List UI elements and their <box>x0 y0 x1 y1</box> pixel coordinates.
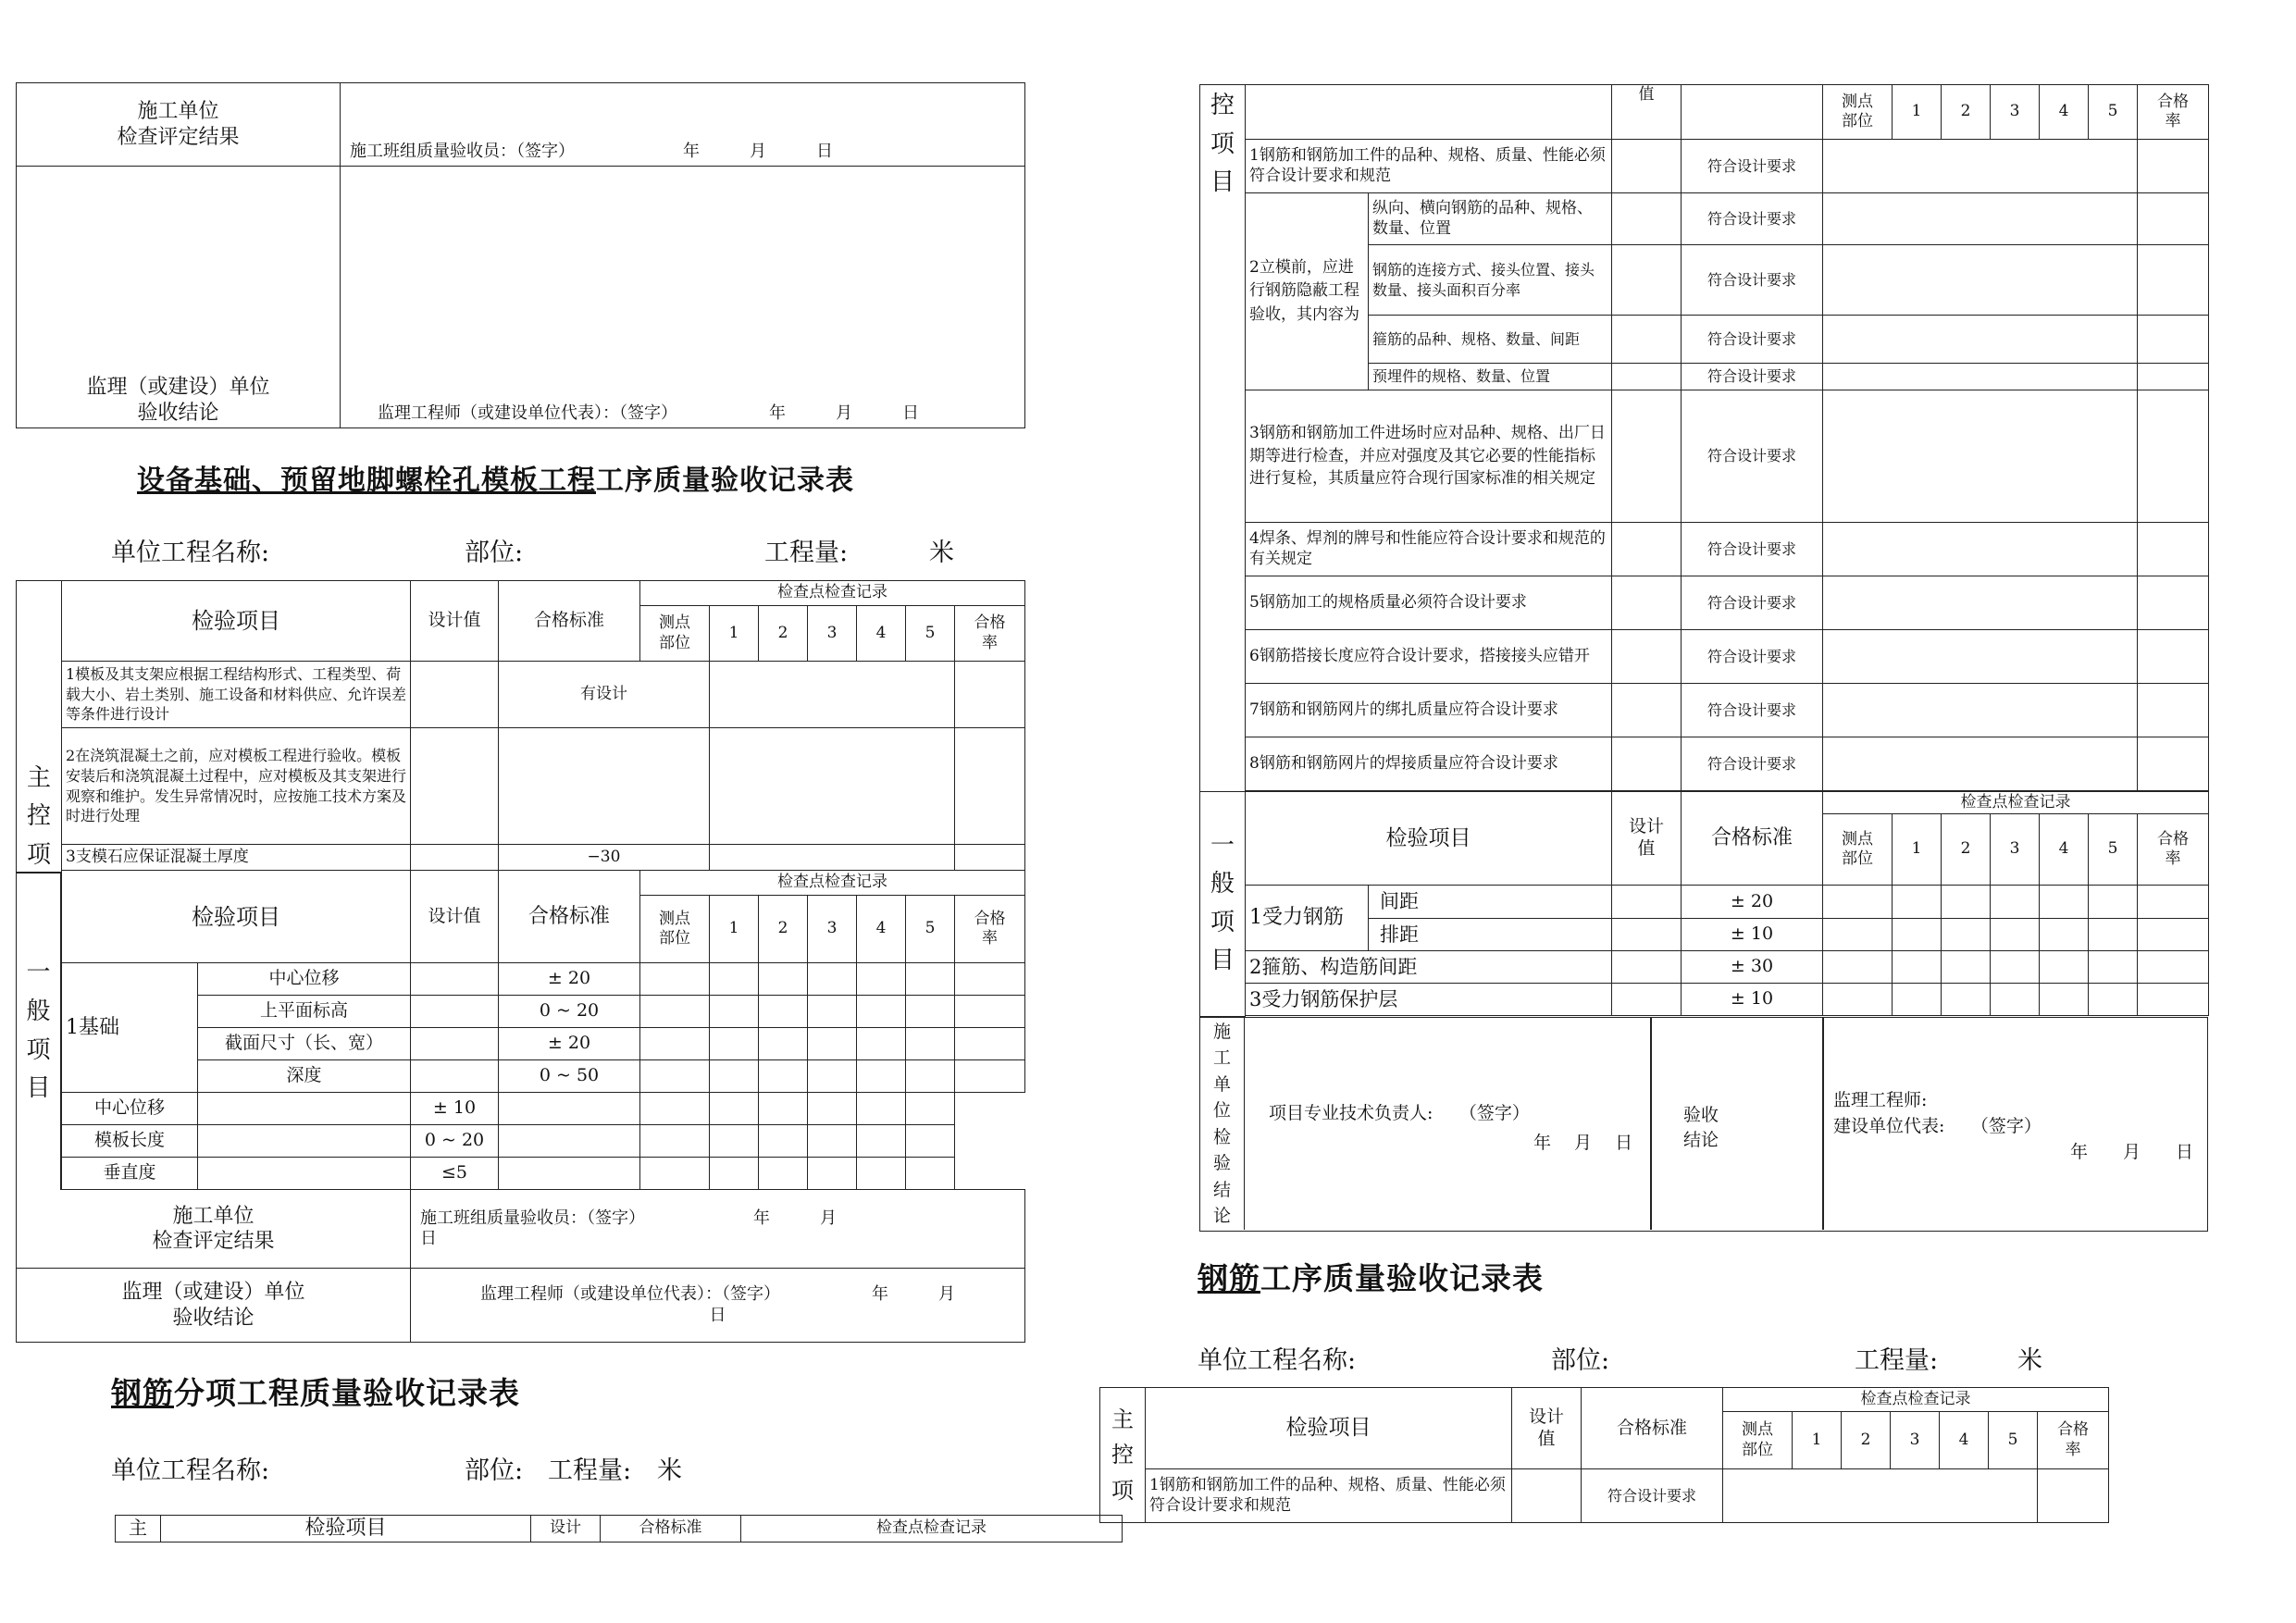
form1-bolt-std-3: ≤5 <box>411 1158 499 1190</box>
form1-foundation-std-3: ± 20 <box>499 1028 640 1060</box>
right-item-2-sub-2: 钢筋的连接方式、接头位置、接头数量、接头面积百分率 <box>1369 245 1612 316</box>
right-g1-sub-1: 间距 <box>1369 886 1612 919</box>
right-item-1: 1钢筋和钢筋加工件的品种、规格、质量、性能必须符合设计要求和规范 <box>1246 140 1612 193</box>
form1-main-item-3-std: −30 <box>499 845 710 871</box>
form2-title-underlined: 钢筋 <box>111 1375 174 1411</box>
form1-h-std: 合格标准 <box>499 581 640 662</box>
form1-g-h-item: 检验项目 <box>62 871 411 963</box>
right-g3-std: ± 10 <box>1682 984 1823 1016</box>
right-item-6: 6钢筋搭接长度应符合设计要求，搭接接头应错开 <box>1246 630 1612 684</box>
form1-foundation-std-4: 0 ~ 50 <box>499 1060 640 1093</box>
form1-main-item-2: 2在浇筑混凝土之前，应对模板工程进行验收。模板安装后和浇筑混凝土过程中，应对模板及其支架进行观察和维护。发生异常情况时，应按施工技术方案及时进行处理 <box>62 728 411 845</box>
right-supervisor-date: 年 月 日 <box>2070 1142 2194 1162</box>
right-g-h-col3: 3 <box>1991 814 2040 886</box>
right-h-col1: 1 <box>1893 85 1942 140</box>
right-supervisor-sign: 监理工程师: <box>1833 1090 1928 1110</box>
form1-h-item: 检验项目 <box>62 581 411 662</box>
right-item-3: 3钢筋和钢筋加工件进场时应对品种、规格、出厂日期等进行检查，并应对强度及其它必要的性能指标进行复检，其质量应符合现行国家标准的相关规定 <box>1246 390 1612 523</box>
form1-g-h-point: 测点 部位 <box>640 896 710 963</box>
form3-unit-name: 单位工程名称: <box>1198 1346 1357 1375</box>
form3-h-point: 测点 部位 <box>1723 1412 1793 1469</box>
right-g1-label: 1受力钢筋 <box>1246 886 1369 951</box>
form3-main-label: 主 控 项 <box>1100 1388 1146 1523</box>
right-h-col5: 5 <box>2089 85 2138 140</box>
form3-h-col3: 3 <box>1891 1412 1940 1469</box>
right-g-h-col1: 1 <box>1893 814 1942 886</box>
right-item-2-sub-4: 预埋件的规格、数量、位置 <box>1369 364 1612 390</box>
form2-h-design: 设计 <box>531 1516 601 1542</box>
right-h-point: 测点 部位 <box>1823 85 1893 140</box>
form1-main-item-1-std: 有设计 <box>499 662 710 728</box>
form1-unit-name: 单位工程名称: <box>111 539 270 567</box>
right-item-5: 5钢筋加工的规格质量必须符合设计要求 <box>1246 576 1612 630</box>
right-g1-std-2: ± 10 <box>1682 919 1823 951</box>
form1-h-point: 测点 部位 <box>640 606 710 662</box>
form1-foundation-std-2: 0 ~ 20 <box>499 996 640 1028</box>
right-item-8-std: 符合设计要求 <box>1682 737 1823 791</box>
form1-main-control-label: 主 控 项 <box>17 581 62 1093</box>
right-h-col2: 2 <box>1942 85 1991 140</box>
form2-h-record: 检查点检查记录 <box>741 1516 1123 1542</box>
form1-part: 部位: <box>465 539 524 567</box>
form1-general-label: 一 般 项 目 <box>17 873 61 1190</box>
form1-h-col5: 5 <box>906 606 955 662</box>
right-item-2-sub-2-std: 符合设计要求 <box>1682 245 1823 316</box>
right-item-2-sub-3: 箍筋的品种、规格、数量、间距 <box>1369 316 1612 364</box>
form1-g-h-col1: 1 <box>710 896 759 963</box>
right-g-h-rate: 合格 率 <box>2138 814 2209 886</box>
form1-bolt-sub-3: 垂直度 <box>62 1158 198 1190</box>
form2-quantity: 工程量: <box>548 1456 632 1485</box>
form1-bolt-std-2: 0 ~ 20 <box>411 1125 499 1158</box>
form1-unit: 米 <box>929 539 954 567</box>
construction-unit-signature: 施工班组质量验收员：（签字） 年 月 日 <box>341 83 1025 167</box>
form2-unit: 米 <box>657 1456 682 1485</box>
right-responsible-sign: 项目专业技术负责人: （签字） <box>1269 1103 1530 1123</box>
form1-g-h-col2: 2 <box>759 896 808 963</box>
right-item-2-sub-1: 纵向、横向钢筋的品种、规格、数量、位置 <box>1369 193 1612 245</box>
supervision-unit-label: 监理（或建设）单位 验收结论 <box>17 167 341 428</box>
form1-title <box>137 457 854 498</box>
right-g-h-col5: 5 <box>2089 814 2138 886</box>
form3-item-1: 1钢筋和钢筋加工件的品种、规格、质量、性能必须符合设计要求和规范 <box>1146 1469 1512 1523</box>
form1-foundation-label: 1基础 <box>62 963 198 1093</box>
form1-h-col2: 2 <box>759 606 808 662</box>
form3-title-rest: 工序质量验收记录表 <box>1260 1260 1544 1296</box>
right-item-4-std: 符合设计要求 <box>1682 523 1823 576</box>
right-item-8: 8钢筋和钢筋网片的焊接质量应符合设计要求 <box>1246 737 1612 791</box>
form3-h-col1: 1 <box>1793 1412 1842 1469</box>
right-h-col4: 4 <box>2040 85 2089 140</box>
form2-table <box>115 1515 1123 1542</box>
form1-h-col3: 3 <box>808 606 857 662</box>
right-main-control-label: 控 项 目 <box>1200 85 1246 792</box>
form1-h-design: 设计值 <box>411 581 499 662</box>
form2-title <box>111 1369 520 1413</box>
right-g1-std-1: ± 20 <box>1682 886 1823 919</box>
form1-foundation-sub-2: 上平面标高 <box>198 996 411 1028</box>
form1-h-record: 检查点检查记录 <box>640 581 1025 606</box>
form1-table <box>16 580 1025 1343</box>
form1-main-item-3: 3支模石应保证混凝土厚度 <box>62 845 411 871</box>
form1-supervision-label: 监理（或建设）单位 验收结论 <box>17 1269 411 1343</box>
right-item-2-sub-4-std: 符合设计要求 <box>1682 364 1823 390</box>
right-divider-2 <box>1822 1018 1824 1230</box>
form1-main-item-1-design <box>411 662 499 728</box>
construction-unit-label: 施工单位 检查评定结果 <box>17 83 341 167</box>
form1-h-col1: 1 <box>710 606 759 662</box>
right-divider-1 <box>1650 1018 1652 1230</box>
form1-foundation-sub-3: 截面尺寸（长、宽） <box>198 1028 411 1060</box>
form1-g-h-std: 合格标准 <box>499 871 640 963</box>
form2-h-std: 合格标准 <box>601 1516 741 1542</box>
right-g-h-std: 合格标准 <box>1682 792 1823 886</box>
form3-h-rate: 合格 率 <box>2038 1412 2109 1469</box>
form2-title-rest: 分项工程质量验收记录表 <box>174 1375 520 1411</box>
right-g1-sub-2: 排距 <box>1369 919 1612 951</box>
form3-h-std: 合格标准 <box>1582 1388 1723 1469</box>
form1-main-item-1: 1模板及其支架应根据工程结构形式、工程类型、荷载大小、岩土类别、施工设备和材料供应、允许误差等条件进行设计 <box>62 662 411 728</box>
form2-part: 部位: <box>465 1456 524 1485</box>
right-accept-label: 验收 结论 <box>1683 1105 1719 1150</box>
form1-g-h-col4: 4 <box>857 896 906 963</box>
right-g-h-col4: 4 <box>2040 814 2089 886</box>
form3-h-col4: 4 <box>1940 1412 1989 1469</box>
form3-part: 部位: <box>1551 1346 1610 1375</box>
right-general-label: 一 般 项 目 <box>1200 792 1246 1017</box>
form1-divider <box>16 872 61 873</box>
right-conclusion-block <box>1199 1017 2208 1232</box>
right-item-7: 7钢筋和钢筋网片的绑扎质量应符合设计要求 <box>1246 684 1612 737</box>
right-item-2-sub-3-std: 符合设计要求 <box>1682 316 1823 364</box>
form1-main-item-2-std <box>499 728 710 845</box>
right-item-5-std: 符合设计要求 <box>1682 576 1823 630</box>
form1-g-h-rate: 合格 率 <box>955 896 1025 963</box>
form3-item-1-std: 符合设计要求 <box>1582 1469 1723 1523</box>
form3-h-record: 检查点检查记录 <box>1723 1388 2109 1412</box>
right-g-h-col2: 2 <box>1942 814 1991 886</box>
right-g-h-design: 设计 值 <box>1612 792 1682 886</box>
form1-title-underlined: 设备基础、预留地脚螺栓孔模板工程 <box>137 465 596 497</box>
form1-bolt-std-1: ± 10 <box>411 1093 499 1125</box>
right-g-h-point: 测点 部位 <box>1823 814 1893 886</box>
form1-bolt-sub-2: 模板长度 <box>62 1125 198 1158</box>
form1-construction-check-sign: 施工班组质量验收员：（签字） 年 月 日 <box>411 1190 1025 1269</box>
right-g-h-item: 检验项目 <box>1246 792 1612 886</box>
right-item-4: 4焊条、焊剂的牌号和性能应符合设计要求和规范的有关规定 <box>1246 523 1612 576</box>
right-form-table <box>1199 84 2209 1017</box>
form3-quantity: 工程量: <box>1855 1346 1939 1375</box>
right-item-2-label: 2立模前，应进行钢筋隐蔽工程验收，其内容为 <box>1246 193 1369 390</box>
form1-g-h-col5: 5 <box>906 896 955 963</box>
right-g2-label: 2箍筋、构造筋间距 <box>1246 951 1612 984</box>
form3-unit: 米 <box>2017 1346 2042 1375</box>
right-item-7-std: 符合设计要求 <box>1682 684 1823 737</box>
form2-unit-name: 单位工程名称: <box>111 1456 270 1485</box>
form1-h-rate: 合格 率 <box>955 606 1025 662</box>
right-item-3-std: 符合设计要求 <box>1682 390 1823 523</box>
form2-h-item: 检验项目 <box>161 1516 531 1542</box>
form1-construction-check-label: 施工单位 检查评定结果 <box>17 1190 411 1269</box>
form3-table <box>1099 1387 2109 1523</box>
form2-h-main: 主 <box>116 1516 161 1542</box>
right-item-2-sub-1-std: 符合设计要求 <box>1682 193 1823 245</box>
form1-foundation-std-1: ± 20 <box>499 963 640 996</box>
right-h-col3: 3 <box>1991 85 2040 140</box>
form3-title <box>1198 1255 1544 1298</box>
form3-h-col2: 2 <box>1842 1412 1891 1469</box>
right-responsible-date: 年 月 日 <box>1533 1133 1633 1153</box>
form1-supervision-sign: 监理工程师（或建设单位代表）：（签字） 年 月 日 <box>411 1269 1025 1343</box>
right-conclusion-label: 施 工 单 位 检 验 结 论 <box>1200 1018 1245 1230</box>
right-g-h-record: 检查点检查记录 <box>1823 792 2209 814</box>
form1-foundation-sub-1: 中心位移 <box>198 963 411 996</box>
right-h-value: 值 <box>1612 85 1682 140</box>
form1-foundation-sub-4: 深度 <box>198 1060 411 1093</box>
form1-quantity: 工程量: <box>764 539 849 567</box>
form3-h-item: 检验项目 <box>1146 1388 1512 1469</box>
form1-title-rest: 工序质量验收记录表 <box>596 465 854 497</box>
form3-title-underlined: 钢筋 <box>1198 1260 1260 1296</box>
right-h-rate: 合格 率 <box>2138 85 2209 140</box>
right-owner-sign: 建设单位代表: （签字） <box>1833 1116 2042 1136</box>
form3-h-col5: 5 <box>1989 1412 2038 1469</box>
right-g3-label: 3受力钢筋保护层 <box>1246 984 1612 1016</box>
form1-h-col4: 4 <box>857 606 906 662</box>
right-item-1-std: 符合设计要求 <box>1682 140 1823 193</box>
right-item-6-std: 符合设计要求 <box>1682 630 1823 684</box>
form1-g-h-record: 检查点检查记录 <box>640 871 1025 896</box>
form1-g-h-design: 设计值 <box>411 871 499 963</box>
form1-g-h-col3: 3 <box>808 896 857 963</box>
supervision-unit-signature: 监理工程师（或建设单位代表）：（签字） 年 月 日 <box>341 167 1025 428</box>
form3-h-design: 设计 值 <box>1512 1388 1582 1469</box>
top-left-signoff-table <box>16 82 1025 428</box>
form1-bolt-sub-1: 中心位移 <box>62 1093 198 1125</box>
right-g2-std: ± 30 <box>1682 951 1823 984</box>
